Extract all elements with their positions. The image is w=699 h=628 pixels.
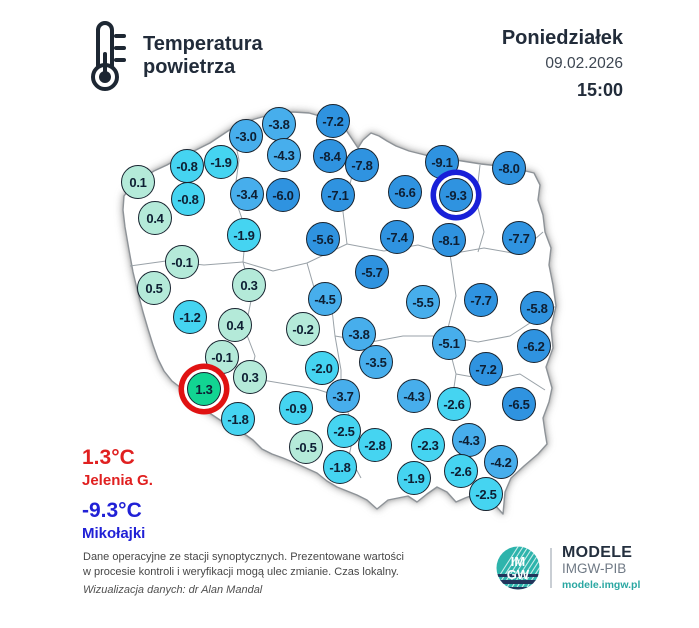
station-temp-badge: 0.3 [232, 268, 266, 302]
station-temp-badge: -4.3 [452, 423, 486, 457]
disclaimer-line-2: w procesie kontroli i weryfikacji mogą ulec zmianie. Czas lokalny. [83, 565, 399, 578]
logo-url: modele.imgw.pl [562, 579, 641, 591]
station-temp-badge: -7.7 [464, 283, 498, 317]
station-temp-badge: -7.8 [345, 148, 379, 182]
disclaimer-line-1: Dane operacyjne ze stacji synoptycznych. Prezentowane wartości [83, 551, 404, 563]
station-temp-badge: -9.3 [439, 178, 473, 212]
station-temp-badge: -3.7 [326, 379, 360, 413]
station-temp-badge: -3.5 [359, 345, 393, 379]
logo-text-block [562, 544, 640, 591]
station-temp-badge: -4.2 [484, 445, 518, 479]
station-temp-badge: -1.8 [221, 402, 255, 436]
station-temp-badge: -1.9 [227, 218, 261, 252]
station-temp-badge: -2.6 [444, 454, 478, 488]
logo-org: IMGW-PIB [562, 561, 627, 576]
station-temp-badge: -6.2 [517, 329, 551, 363]
imgw-letters-gw: GW [506, 566, 530, 582]
station-temp-badge: -7.2 [316, 104, 350, 138]
logo-brand: MODELE [562, 544, 633, 561]
station-temp-badge: 1.3 [187, 372, 221, 406]
imgw-emblem-icon [495, 545, 541, 591]
station-temp-badge: -1.9 [397, 461, 431, 495]
station-temp-badge: -2.5 [469, 477, 503, 511]
disclaimer-text [83, 550, 404, 598]
station-temp-badge: -5.8 [520, 291, 554, 325]
station-temp-badge: -6.5 [502, 387, 536, 421]
station-temp-badge: -1.9 [204, 145, 238, 179]
station-temp-badge: -8.4 [313, 139, 347, 173]
station-temp-badge: -2.8 [358, 428, 392, 462]
min-temp-value: -9.3°C [82, 499, 142, 522]
station-temp-badge: -0.9 [279, 391, 313, 425]
station-temp-badge: 0.3 [233, 360, 267, 394]
station-temp-badge: -0.5 [289, 430, 323, 464]
page-title: Temperatura powietrza [143, 33, 263, 78]
station-temp-badge: -8.0 [492, 151, 526, 185]
min-temp-station: Mikołajki [82, 525, 146, 542]
max-temp-value: 1.3°C [82, 446, 135, 469]
station-temp-badge: 0.4 [138, 201, 172, 235]
station-temp-badge: -3.8 [262, 107, 296, 141]
station-temp-badge: -5.6 [306, 222, 340, 256]
imgw-logo-block [495, 544, 640, 591]
station-temp-badge: -7.1 [321, 178, 355, 212]
station-temp-badge: -2.3 [411, 428, 445, 462]
weekday-label: Poniedziałek [501, 27, 623, 49]
station-temp-badge: -9.1 [425, 145, 459, 179]
station-temp-badge: -2.0 [305, 351, 339, 385]
extremes-legend [82, 447, 153, 541]
station-temp-badge: -7.2 [469, 352, 503, 386]
station-temp-badge: -2.5 [327, 414, 361, 448]
station-temp-badge: -0.1 [165, 245, 199, 279]
station-temp-badge: -4.3 [267, 138, 301, 172]
date-label: 09.02.2026 [545, 55, 623, 72]
station-temp-badge: -1.2 [173, 300, 207, 334]
imgw-letters-im: IM [510, 553, 526, 569]
station-temp-badge: -3.4 [230, 177, 264, 211]
station-temp-badge: -7.7 [502, 221, 536, 255]
station-temp-badge: 0.4 [218, 308, 252, 342]
poland-outline [123, 112, 556, 514]
max-temp-station: Jelenia G. [82, 472, 153, 489]
station-temp-badge: 0.1 [121, 165, 155, 199]
station-temp-badge: -0.8 [170, 149, 204, 183]
station-temp-badge: -6.0 [266, 178, 300, 212]
station-temp-badge: -0.8 [171, 182, 205, 216]
station-temp-badge: -2.6 [437, 387, 471, 421]
station-temp-badge: -5.7 [355, 255, 389, 289]
logo-divider [550, 548, 552, 588]
station-temp-badge: -8.1 [432, 223, 466, 257]
station-temp-badge: -1.8 [323, 450, 357, 484]
station-temp-badge: -7.4 [380, 220, 414, 254]
station-temp-badge: 0.5 [137, 271, 171, 305]
station-temp-badge: -6.6 [388, 175, 422, 209]
station-temp-badge: -5.1 [432, 326, 466, 360]
station-temp-badge: -5.5 [406, 285, 440, 319]
station-temp-badge: -4.3 [397, 379, 431, 413]
station-temp-badge: -3.0 [229, 119, 263, 153]
station-temp-badge: -4.5 [308, 282, 342, 316]
station-temp-badge: -0.1 [205, 340, 239, 374]
station-temp-badge: -3.8 [342, 317, 376, 351]
station-temp-badge: -0.2 [286, 312, 320, 346]
credit-line: Wizualizacja danych: dr Alan Mandal [83, 584, 263, 596]
time-label: 15:00 [576, 80, 623, 100]
